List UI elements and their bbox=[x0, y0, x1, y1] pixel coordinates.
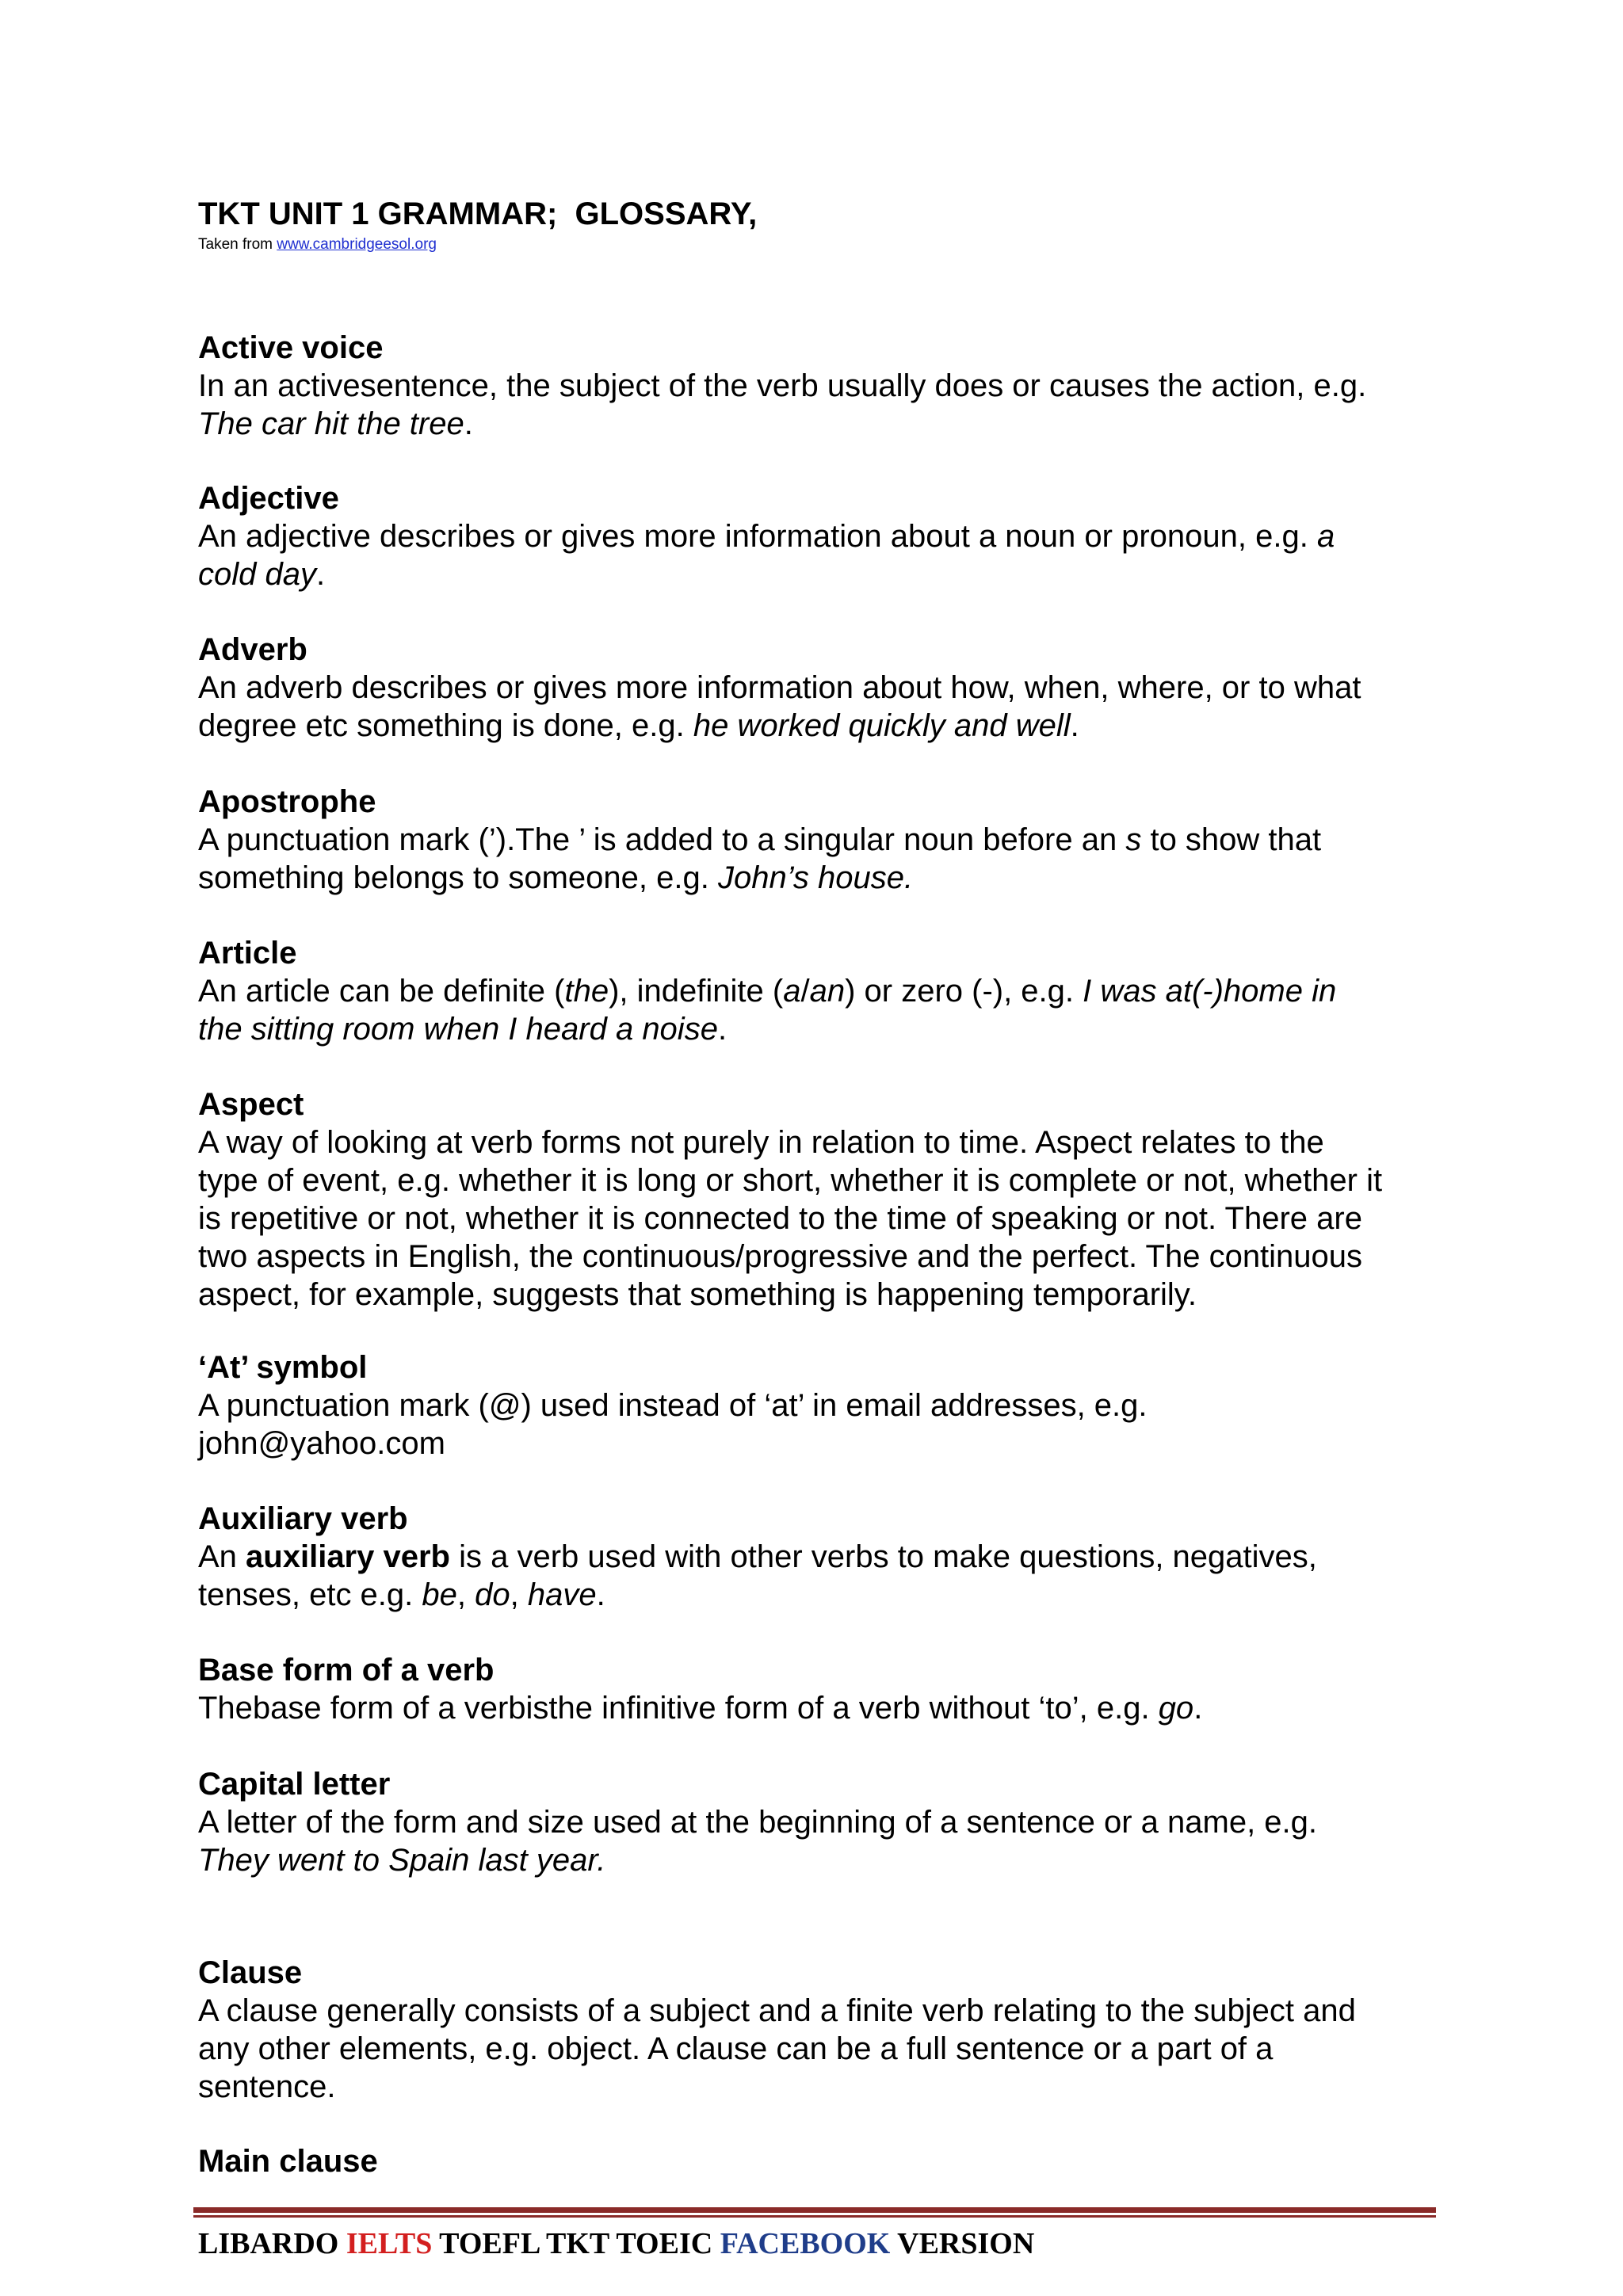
definition-line: The car hit the tree. bbox=[198, 406, 473, 441]
term-heading: Apostrophe bbox=[198, 784, 376, 819]
glossary-entry-article bbox=[198, 934, 1450, 1048]
example-text: I was at(-)home in bbox=[1083, 974, 1337, 1009]
definition-line: two aspects in English, the continuous/progressive and the perfect. The continuous bbox=[198, 1239, 1363, 1274]
source-line bbox=[198, 236, 437, 254]
footer-ielts: IELTS bbox=[346, 2227, 433, 2260]
example-text: The car hit the tree bbox=[198, 406, 464, 441]
definition-line: the sitting room when I heard a noise. bbox=[198, 1012, 727, 1047]
term-heading: Aspect bbox=[198, 1087, 304, 1122]
definition-line: john@yahoo.com bbox=[198, 1426, 445, 1461]
source-link[interactable]: www.cambridgeesol.org bbox=[277, 236, 437, 253]
glossary-entry-at-symbol bbox=[198, 1348, 1450, 1463]
term-heading: ‘At’ symbol bbox=[198, 1350, 368, 1385]
footer-facebook: FACEBOOK bbox=[720, 2227, 891, 2260]
glossary-entry-aspect bbox=[198, 1085, 1450, 1314]
term-heading: Auxiliary verb bbox=[198, 1501, 408, 1536]
example-text: They went to Spain last year. bbox=[198, 1843, 606, 1878]
term-heading: Capital letter bbox=[198, 1767, 391, 1802]
definition-line: An adverb describes or gives more information about how, when, where, or to what bbox=[198, 670, 1361, 705]
glossary-entry-adverb bbox=[198, 631, 1450, 745]
term-heading: Article bbox=[198, 936, 297, 971]
definition-line: any other elements, e.g. object. A clause can be a full sentence or a part of a bbox=[198, 2031, 1274, 2066]
definition-line: aspect, for example, suggests that something is happening temporarily. bbox=[198, 1277, 1197, 1312]
term-heading: Clause bbox=[198, 1955, 303, 1990]
example-text: cold day bbox=[198, 557, 316, 592]
term-heading: Active voice bbox=[198, 330, 384, 365]
definition-line: An adjective describes or gives more information about a noun or pronoun, e.g. a bbox=[198, 519, 1335, 554]
example-text: go bbox=[1158, 1691, 1194, 1726]
term-heading: Base form of a verb bbox=[198, 1653, 495, 1688]
term-heading: Adjective bbox=[198, 481, 339, 516]
definition-line: sentence. bbox=[198, 2069, 336, 2104]
glossary-entry-adjective bbox=[198, 479, 1450, 593]
glossary-entry-clause bbox=[198, 1954, 1450, 2106]
page-footer: LIBARDO IELTS TOEFL TKT TOEIC FACEBOOK VERSION bbox=[198, 2227, 1035, 2260]
example-text: he worked quickly and well bbox=[693, 708, 1071, 743]
definition-line: something belongs to someone, e.g. John’s house. bbox=[198, 860, 914, 895]
glossary-entry-capital-letter bbox=[198, 1765, 1450, 1879]
definition-line: cold day. bbox=[198, 557, 326, 592]
footer-divider bbox=[193, 2207, 1436, 2213]
term-heading: Adverb bbox=[198, 632, 307, 667]
glossary-entry-main-clause bbox=[198, 2142, 1450, 2180]
definition-line: Thebase form of a verbisthe infinitive form of a verb without ‘to’, e.g. go. bbox=[198, 1691, 1203, 1726]
definition-line: type of event, e.g. whether it is long or short, whether it is complete or not, whether it bbox=[198, 1163, 1383, 1198]
definition-line: A way of looking at verb forms not purely in relation to time. Aspect relates to the bbox=[198, 1125, 1324, 1160]
definition-line: An article can be definite (the), indefinite (a/an) or zero (-), e.g. I was at(-)home in bbox=[198, 974, 1337, 1009]
example-text: John’s house. bbox=[717, 860, 914, 895]
glossary-entry-auxiliary-verb bbox=[198, 1500, 1450, 1614]
definition-line: In an activesentence, the subject of the verb usually does or causes the action, e.g. bbox=[198, 368, 1367, 403]
glossary-entry-apostrophe bbox=[198, 783, 1450, 897]
glossary-entry-base-form bbox=[198, 1651, 1450, 1727]
definition-line: A punctuation mark (’).The ’ is added to a singular noun before an s to show that bbox=[198, 822, 1322, 857]
source-prefix: Taken from bbox=[198, 236, 277, 253]
definition-line: A clause generally consists of a subject and a finite verb relating to the subject and bbox=[198, 1993, 1356, 2028]
definition-line: tenses, etc e.g. be, do, have. bbox=[198, 1577, 605, 1612]
example-text: a bbox=[1316, 519, 1335, 554]
definition-line: An auxiliary verb is a verb used with other verbs to make questions, negatives, bbox=[198, 1539, 1317, 1574]
footer-divider-thin bbox=[193, 2215, 1436, 2218]
definition-line: is repetitive or not, whether it is connected to the time of speaking or not. There are bbox=[198, 1201, 1362, 1236]
term-heading: Main clause bbox=[198, 2144, 378, 2179]
definition-line: A letter of the form and size used at the beginning of a sentence or a name, e.g. bbox=[198, 1805, 1318, 1840]
definition-line: A punctuation mark (@) used instead of ‘at’ in email addresses, e.g. bbox=[198, 1388, 1148, 1423]
document-title: TKT UNIT 1 GRAMMAR; GLOSSARY, bbox=[198, 196, 758, 231]
definition-line bbox=[198, 1841, 1450, 1879]
example-text: the sitting room when I heard a noise bbox=[198, 1012, 718, 1047]
definition-line: degree etc something is done, e.g. he worked quickly and well. bbox=[198, 708, 1079, 743]
glossary-entry-active-voice bbox=[198, 329, 1450, 443]
